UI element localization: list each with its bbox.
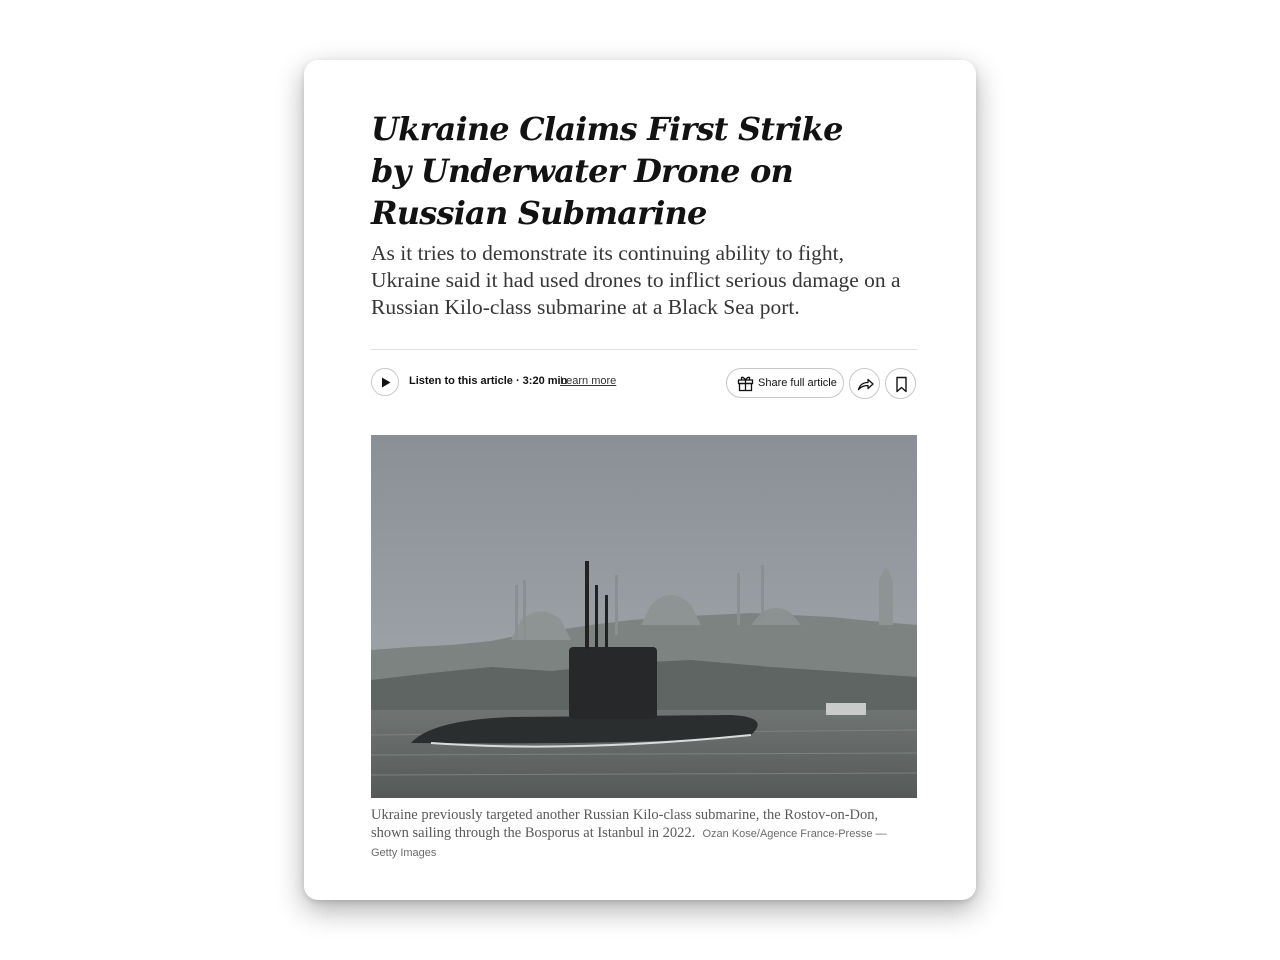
bookmark-button[interactable] [885,368,916,399]
article-headline: Ukraine Claims First Strike by Underwater Drone on Russian Submarine [371,110,843,232]
bookmark-icon [893,376,910,393]
play-icon [381,377,391,388]
learn-more-link[interactable]: Learn more [560,375,617,387]
submarine-photo [371,435,917,798]
play-audio-button[interactable] [371,368,399,396]
article-summary: As it tries to demonstrate its continuing ability to fight, Ukraine said it had used drones to inflict serious damage on a Russian Kilo-class submarine at a Black Sea port. [371,241,901,319]
gift-icon [737,375,754,392]
caption-text: Ukraine previously targeted another Russian Kilo-class submarine, the Rostov-on-Don, shown sailing through the Bosporus at Istanbul in 2022. [371,807,879,841]
article-photo [371,435,917,798]
share-button[interactable] [849,368,880,399]
share-full-article-button[interactable] [726,368,844,398]
photo-credit: Ozan Kose/Agence France-Presse — Getty Images [371,828,887,859]
share-arrow-icon [857,376,874,393]
photo-caption [371,806,901,862]
share-full-article-label: Share full article [758,377,837,389]
divider [371,349,917,350]
article-card [304,60,976,900]
listen-label: Listen to this article · 3:20 min [409,375,568,387]
article-toolbar [371,368,917,400]
